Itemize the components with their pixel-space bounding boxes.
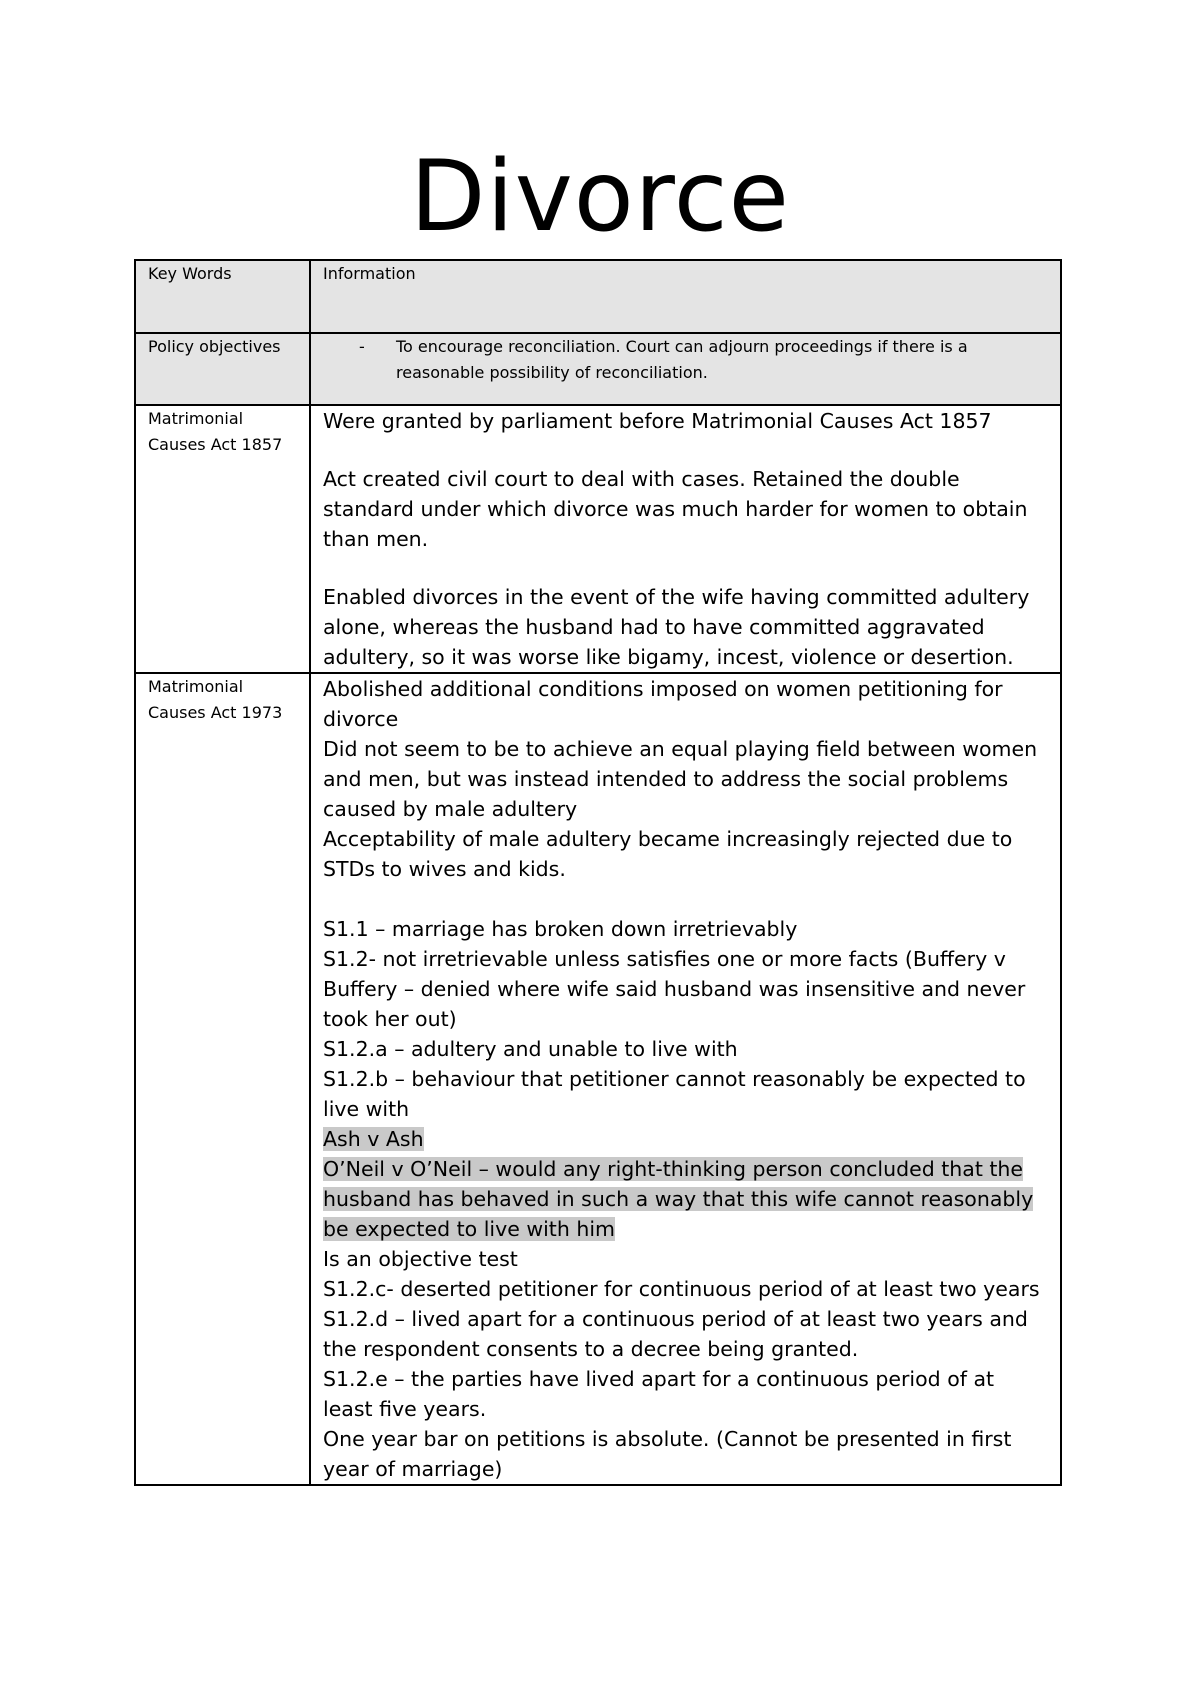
section-line: S1.2.e – the parties have lived apart for a continuous period of at least five years. (323, 1367, 995, 1421)
policy-text-line2: reasonable possibility of reconciliation. (396, 363, 708, 382)
policy-bullet-text (396, 334, 968, 386)
policy-key: Policy objectives (135, 333, 310, 405)
act1973-key (135, 673, 310, 1485)
act1973-line: Abolished additional conditions imposed on women petitioning for divorce (323, 677, 1003, 731)
table-row-1857 (135, 405, 1061, 673)
header-information: Information (310, 260, 1061, 333)
section-line: One year bar on petitions is absolute. (Cannot be presented in first year of marriage) (323, 1427, 1012, 1481)
table-row-1973 (135, 673, 1061, 1485)
act1857-info (310, 405, 1061, 673)
highlighted-text: Ash v Ash (323, 1127, 424, 1151)
act1973-line: Did not seem to be to achieve an equal playing field between women and men, but was instead intended to address the social problems caused by male adultery (323, 737, 1038, 821)
act1857-key (135, 405, 310, 673)
case-ash-v-ash (323, 1124, 1050, 1154)
notes-table (134, 259, 1062, 1486)
header-key-words: Key Words (135, 260, 310, 333)
section-line: S1.2.a – adultery and unable to live with (323, 1037, 738, 1061)
section-line: S1.2- not irretrievable unless satisfies one or more facts (Buffery v Buffery – denied where wife said husband was insensitive and never took her out) (323, 947, 1026, 1031)
table-header-row (135, 260, 1061, 333)
act1973-key-line1: Matrimonial (148, 677, 244, 696)
section-line: Is an objective test (323, 1247, 518, 1271)
act1973-line: Acceptability of male adultery became increasingly rejected due to STDs to wives and kids. (323, 827, 1013, 881)
spacer (323, 884, 1050, 914)
page-title: Divorce (410, 140, 790, 254)
act1857-paragraph-2: Act created civil court to deal with cases. Retained the double standard under which divorce was much harder for women to obtain than men. (323, 467, 1028, 551)
highlighted-text: O’Neil v O’Neil – would any right-thinking person concluded that the husband has behaved in such a way that this wife cannot reasonably be expected to live with him (323, 1157, 1034, 1241)
section-line: S1.2.b – behaviour that petitioner cannot reasonably be expected to live with (323, 1067, 1026, 1121)
act1973-key-line2: Causes Act 1973 (148, 703, 283, 722)
act1857-key-line2: Causes Act 1857 (148, 435, 283, 454)
table-row-policy (135, 333, 1061, 405)
act1973-info (310, 673, 1061, 1485)
bullet-dash: - (359, 337, 365, 356)
policy-info (310, 333, 1061, 405)
section-line: S1.2.c- deserted petitioner for continuous period of at least two years (323, 1277, 1040, 1301)
act1857-paragraph-3: Enabled divorces in the event of the wife having committed adultery alone, whereas the husband had to have committed aggravated adultery, so it was worse like bigamy, incest, violence or desertion. (323, 585, 1030, 669)
case-oneil-v-oneil (323, 1154, 1050, 1244)
act1857-paragraph-1: Were granted by parliament before Matrimonial Causes Act 1857 (323, 409, 992, 433)
section-line: S1.2.d – lived apart for a continuous period of at least two years and the respondent consents to a decree being granted. (323, 1307, 1028, 1361)
policy-text-line1: To encourage reconciliation. Court can adjourn proceedings if there is a (396, 337, 968, 356)
act1857-key-line1: Matrimonial (148, 409, 244, 428)
policy-bullet (359, 334, 1050, 386)
section-line: S1.1 – marriage has broken down irretrievably (323, 917, 798, 941)
